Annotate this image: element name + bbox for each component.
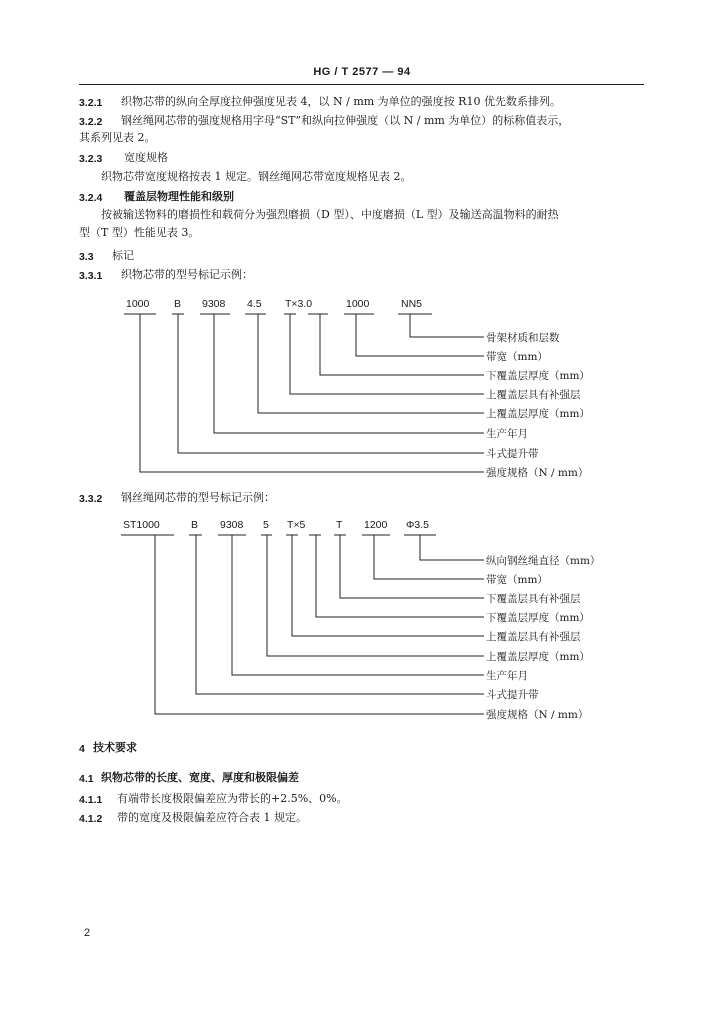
page-number: 2 [84,927,91,939]
leader-bucket [178,314,484,453]
section-number: 4.1.2 [79,813,103,825]
label-date: 生产年月 [486,428,528,440]
section-title: 技术要求 [93,741,137,754]
paragraph-text: 织物芯带宽度规格按表 1 规定。钢丝绳网芯带宽度规格见表 2。 [101,170,412,183]
diagram1-leaders [124,314,484,472]
label-bucket: 斗式提升带 [486,689,539,701]
code-bucket: B [174,298,182,310]
diagram2-leaders [121,535,484,714]
label-strength: 强度规格（N / mm） [486,467,589,479]
leader-date [214,314,484,433]
paragraph-text: 钢丝绳网芯带的强度规格用字母“ST”和纵向拉伸强度（以 N / mm 为单位）的标称值表示， [121,114,570,127]
code-cover: T×3.0 [285,298,313,310]
leader-width [374,535,484,579]
section-title: 标记 [112,249,134,262]
section-number: 4.1.1 [79,794,103,806]
paragraph-text: 带的宽度及极限偏差应符合表 1 规定。 [117,811,307,824]
paragraph-text: 其系列见表 2。 [79,131,156,144]
label-diameter: 纵向钢丝绳直径（mm） [486,555,601,567]
section-number: 3.3.2 [79,493,103,505]
label-upper-thickness: 上覆盖层厚度（mm） [486,651,590,663]
section-number: 4 [79,743,85,755]
label-strength: 强度规格（N / mm） [486,709,589,721]
code-cover: T×5 [287,519,306,531]
section-title: 覆盖层物理性能和级别 [124,190,234,203]
label-upper-reinforced: 上覆盖层具有补强层 [486,631,581,643]
leader-upper-thickness [258,314,484,413]
label-date: 生产年月 [486,670,528,682]
paragraph-text: 织物芯带的纵向全厚度拉伸强度见表 4，以 N / mm 为单位的强度按 R10 优先数系排列。 [121,95,561,108]
code-lower-reinforced: T [336,519,343,531]
section-number: 3.2.4 [79,192,103,204]
leader-upper-thickness [267,535,484,656]
code-strength: ST1000 [123,519,160,531]
label-lower-thickness: 下覆盖层厚度（mm） [486,370,590,382]
leader-strength [155,535,484,714]
label-upper-reinforced: 上覆盖层具有补强层 [486,389,581,401]
code-date: 9308 [202,298,226,310]
section-number: 3.2.1 [79,97,103,109]
paragraph-text: 有端带长度极限偏差应为带长的+2.5%、0%。 [117,792,348,805]
label-upper-thickness: 上覆盖层厚度（mm） [486,408,590,420]
section-title: 织物芯带的长度、宽度、厚度和极限偏差 [101,771,299,784]
section-number: 3.2.2 [79,116,103,128]
leader-lower-thickness [316,535,484,617]
code-carcass: NN5 [401,298,423,310]
paragraph-text: 织物芯带的型号标记示例： [121,268,253,281]
label-carcass: 骨架材质和层数 [486,332,560,344]
code-bucket: B [191,519,199,531]
label-width: 带宽（mm） [486,351,548,363]
code-upper-thickness: 4.5 [247,298,262,310]
code-width: 1000 [346,298,370,310]
code-date: 9308 [220,519,244,531]
leader-upper-reinforced [292,535,484,636]
code-strength: 1000 [126,298,150,310]
label-bucket: 斗式提升带 [486,448,539,460]
code-width: 1200 [364,519,388,531]
leader-strength [140,314,484,472]
page-header: HG / T 2577 — 94 [313,66,411,78]
paragraph-text: 钢丝绳网芯带的型号标记示例： [121,491,275,504]
label-lower-reinforced: 下覆盖层具有补强层 [486,593,581,605]
leader-width [356,314,484,356]
leader-lower-reinforced [340,535,484,598]
label-lower-thickness: 下覆盖层厚度（mm） [486,612,590,624]
leader-diameter [420,535,484,560]
leader-carcass [410,314,484,337]
code-diameter: Φ3.5 [406,519,429,531]
section-title: 宽度规格 [124,151,168,164]
section-number: 4.1 [79,773,94,785]
section-number: 3.2.3 [79,153,103,165]
code-upper-thickness: 5 [263,519,269,531]
label-width: 带宽（mm） [486,574,548,586]
leader-date [232,535,484,675]
paragraph-text: 型（T 型）性能见表 3。 [79,226,200,239]
section-number: 3.3 [79,251,94,263]
section-number: 3.3.1 [79,270,103,282]
leader-lower-thickness [320,314,484,375]
paragraph-text: 按被输送物料的磨损性和载荷分为强烈磨损（D 型）、中度磨损（L 型）及输送高温物料的耐热 [101,208,559,221]
leader-upper-reinforced [290,314,484,394]
